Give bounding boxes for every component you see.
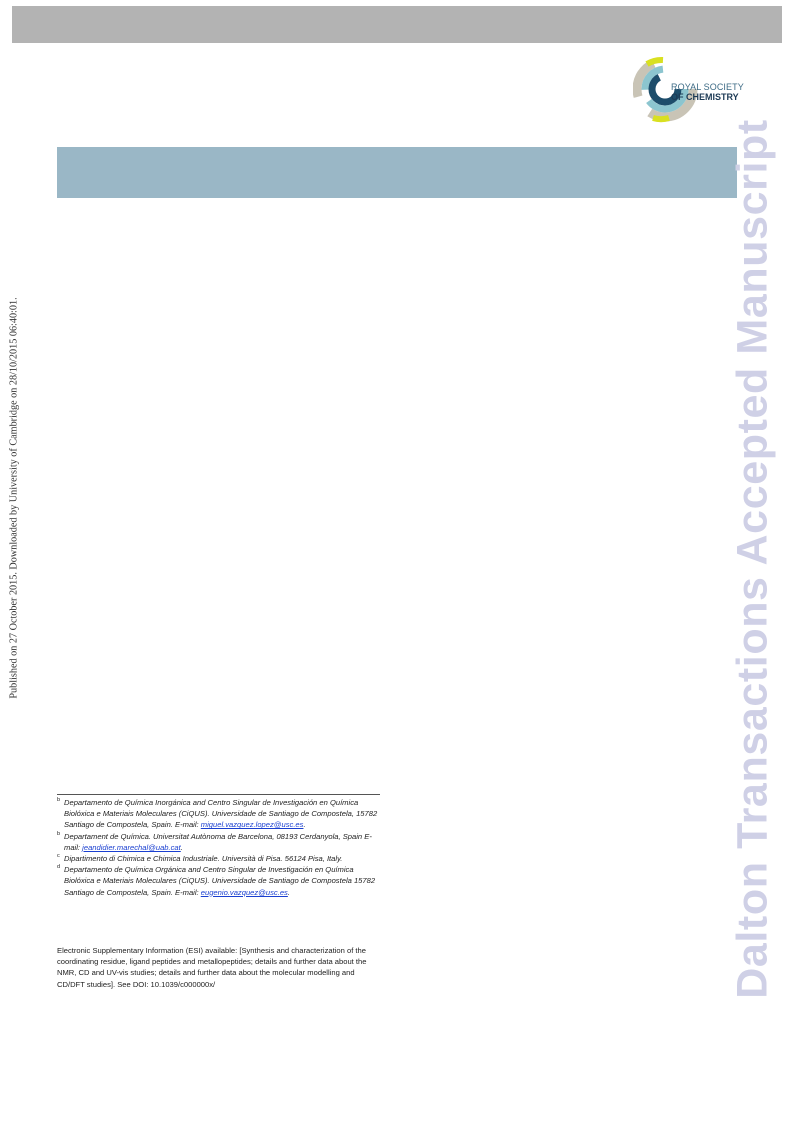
footnote-2 [57,831,382,853]
footnote-3 [57,853,382,864]
watermark-text: Dalton Transactions Accepted Manuscript [728,119,777,999]
rsc-logo-line1: ROYAL SOCIETY [671,82,744,92]
footnote-tail: . [287,887,290,897]
footnote-marker: b [57,797,61,803]
rsc-logo-line2: OF CHEMISTRY [671,92,739,102]
footnote-text: Departamento de Química Orgánica and Centro Singular de Investigación en Química Biolóxica e Materiais Moleculares (CiQUS). Universidade de Santiago de Compostela 15782 Santiago de Compostela, Spain. E-mail: [64,865,376,897]
footnote-text: Dipartimento di Chimica e Chimica Industriale. Università di Pisa. 56124 Pisa, Italy. [64,854,343,864]
footnote-tail: . [303,820,306,830]
footnote-marker: c [57,853,60,860]
footnote-text: Departamento de Química Inorgánica and Centro Singular de Investigación en Química Biolóxica e Materiais Moleculares (CiQUS). Universidade de Santiago de Compostela, 15782 Santiago de Compostela, Spain. E-mail: [64,798,378,830]
affiliation-footnotes [57,797,382,898]
footnote-text: Departament de Química. Universitat Autònoma de Barcelona, 08193 Cerdanyola, Spain E-mail: [64,831,372,852]
footnote-divider [57,794,380,795]
email-link[interactable]: miguel.vazquez.lopez@usc.es [200,820,304,830]
footnote-1 [57,797,382,831]
footnote-4 [57,864,382,898]
top-bar [12,6,782,43]
rsc-logo-text [671,82,744,102]
footnote-marker: b [57,830,61,837]
email-link[interactable]: jeandidier.marechal@uab.cat [82,842,181,852]
email-link[interactable]: eugenio.vazquez@usc.es [200,887,288,897]
download-stamp-text: Published on 27 October 2015. Downloaded by University of Cambridge on 28/10/2015 06:40:01. [8,297,20,699]
footnote-tail: . [180,842,183,852]
rsc-logo [633,56,743,126]
title-band [57,147,737,198]
footnote-marker: d [57,864,61,871]
esi-note: Electronic Supplementary Information (ESI) available: [Synthesis and characterization of the coordinating residue, ligand peptides and metallopeptides; details and further data about the NMR, CD and UV-vis studies; details and further data about the molecular modelling and CD/DFT studies]. See DOI: 10.1039/c000000x/ [57,946,367,989]
